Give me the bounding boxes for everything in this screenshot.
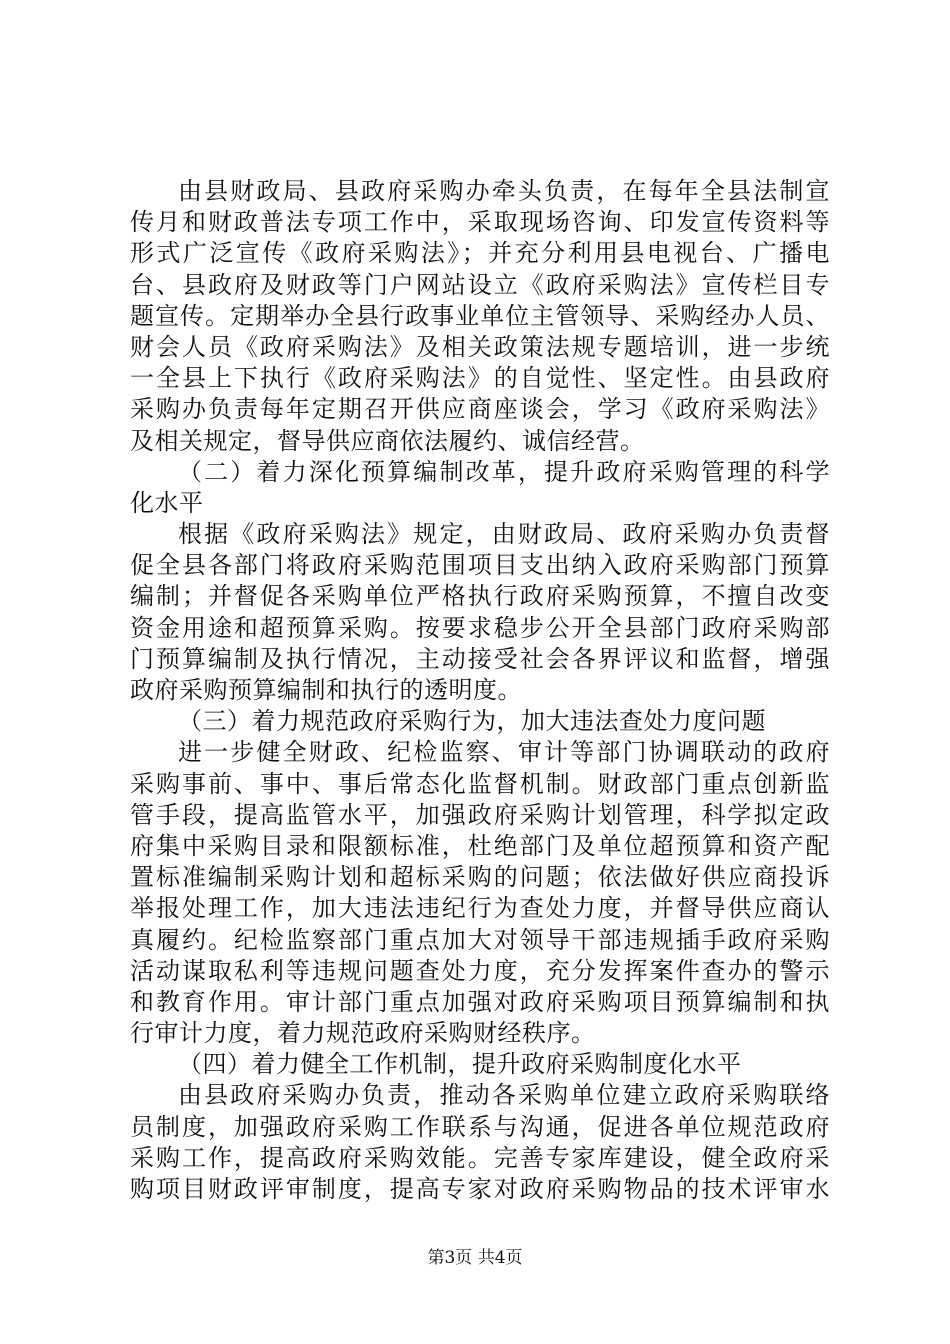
paragraph-line: 一全县上下执行《政府采购法》的自觉性、坚定性。由县政府: [130, 364, 830, 393]
page-number-footer: 第3页 共4页: [427, 1248, 523, 1268]
body-text: [130, 176, 830, 1205]
paragraph-line: 购项目财政评审制度，提高专家对政府采购物品的技术评审水: [130, 1175, 830, 1203]
paragraph-line: 进一步健全财政、纪检监察、审计等部门协调联动的政府: [178, 738, 830, 767]
section-heading: （二）着力深化预算编制改革，提升政府采购管理的科学: [178, 457, 830, 486]
section-heading: （三）着力规范政府采购行为，加大违法查处力度问题: [178, 707, 766, 736]
paragraph-line: 举报处理工作，加大违法违纪行为查处力度，并督导供应商认: [130, 894, 830, 923]
paragraph-line: 资金用途和超预算采购。按要求稳步公开全县部门政府采购部: [130, 613, 830, 642]
paragraph-line: 采购办负责每年定期召开供应商座谈会，学习《政府采购法》: [130, 395, 830, 424]
paragraph-line: 由县政府采购办负责，推动各采购单位建立政府采购联络: [178, 1081, 830, 1110]
paragraph-line: 员制度，加强政府采购工作联系与沟通，促进各单位规范政府: [130, 1112, 830, 1141]
paragraph-line: 行审计力度，着力规范政府采购财经秩序。: [130, 1019, 596, 1048]
paragraph-line: 形式广泛宣传《政府采购法》；并充分利用县电视台、广播电: [130, 239, 830, 268]
paragraph-line: 门预算编制及执行情况，主动接受社会各界评议和监督，增强: [130, 644, 830, 673]
paragraph-line: 采购事前、事中、事后常态化监督机制。财政部门重点创新监: [130, 769, 830, 798]
section-heading-cont: 化水平: [130, 488, 204, 517]
paragraph-line: 及相关规定，督导供应商依法履约、诚信经营。: [130, 426, 645, 455]
paragraph-line: 活动谋取私利等违规问题查处力度，充分发挥案件查办的警示: [130, 956, 830, 985]
paragraph-line: 采购工作，提高政府采购效能。完善专家库建设，健全政府采: [130, 1143, 830, 1172]
paragraph-line: 题宣传。定期举办全县行政事业单位主管领导、采购经办人员、: [130, 301, 830, 330]
paragraph-line: 政府采购预算编制和执行的透明度。: [130, 676, 522, 704]
paragraph-line: 台、县政府及财政等门户网站设立《政府采购法》宣传栏目专: [130, 270, 830, 299]
paragraph-line: 编制；并督促各采购单位严格执行政府采购预算，不擅自改变: [130, 582, 830, 611]
paragraph-line: 置标准编制采购计划和超标采购的问题；依法做好供应商投诉: [130, 863, 830, 892]
section-heading: （四）着力健全工作机制，提升政府采购制度化水平: [178, 1050, 742, 1079]
paragraph-line: 和教育作用。审计部门重点加强对政府采购项目预算编制和执: [130, 987, 830, 1016]
paragraph-line: 财会人员《政府采购法》及相关政策法规专题培训，进一步统: [130, 332, 830, 361]
paragraph-line: 根据《政府采购法》规定，由财政局、政府采购办负责督: [178, 520, 830, 549]
paragraph-line: 管手段，提高监管水平，加强政府采购计划管理，科学拟定政: [130, 800, 830, 829]
paragraph-line: 传月和财政普法专项工作中，采取现场咨询、印发宣传资料等: [130, 208, 830, 237]
paragraph-line: 促全县各部门将政府采购范围项目支出纳入政府采购部门预算: [130, 551, 830, 580]
paragraph-line: 府集中采购目录和限额标准，杜绝部门及单位超预算和资产配: [130, 831, 830, 860]
paragraph-line: 真履约。纪检监察部门重点加大对领导干部违规插手政府采购: [130, 925, 830, 954]
paragraph-line: 由县财政局、县政府采购办牵头负责，在每年全县法制宣: [178, 177, 830, 205]
